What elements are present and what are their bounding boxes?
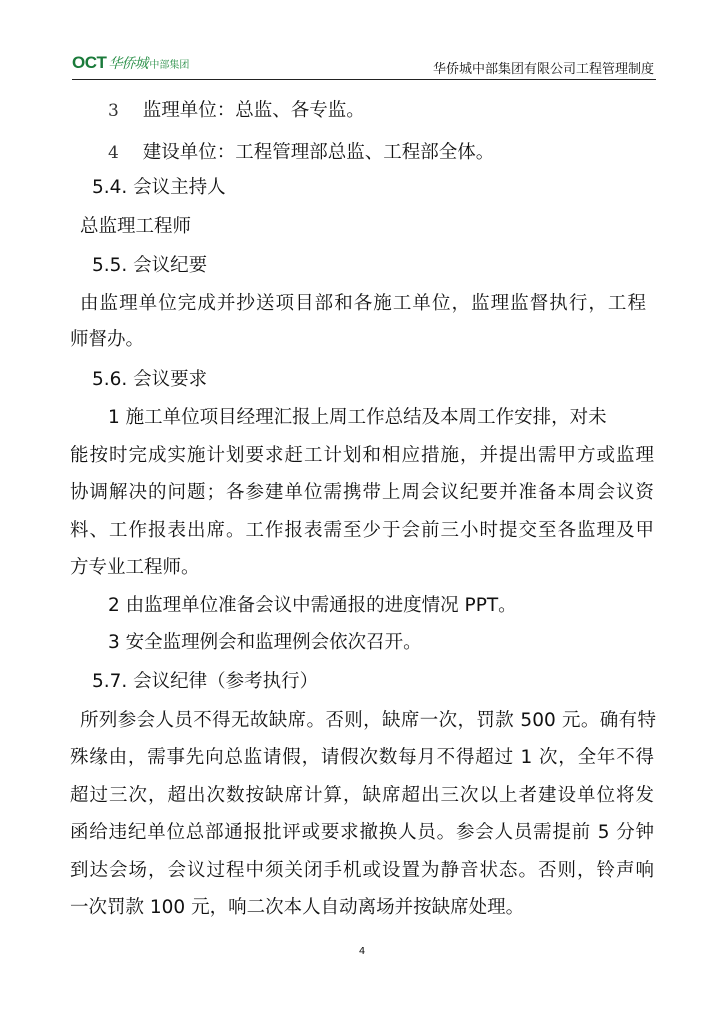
paragraph-item-2: 2 由监理单位准备会议中需通报的进度情况 PPT。 — [108, 595, 517, 616]
list-item-number: 4 — [108, 143, 119, 163]
page-number: 4 — [358, 946, 366, 957]
header-title: 华侨城中部集团有限公司工程管理制度 — [432, 62, 654, 77]
section-heading-5-4: 5.4. 会议主持人 — [92, 177, 226, 198]
header-divider — [72, 79, 656, 80]
paragraph-item-3: 3 安全监理例会和监理例会依次召开。 — [108, 632, 422, 653]
paragraph-line: 到达会场，会议过程中须关闭手机或设置为静音状态。否则，铃声响 — [70, 860, 654, 881]
company-logo — [72, 52, 189, 74]
list-item-3 — [108, 99, 365, 123]
paragraph-line: 由监理单位完成并抄送项目部和各施工单位，监理监督执行，工程 — [80, 293, 646, 314]
paragraph-line: 超过三次，超出次数按缺席计算，缺席超出三次以上者建设单位将发 — [70, 785, 654, 806]
section-heading-5-5: 5.5. 会议纪要 — [92, 255, 208, 276]
paragraph-line: 1 施工单位项目经理汇报上周工作总结及本周工作安排，对未 — [108, 407, 607, 428]
logo-sub-text: 中部集团 — [149, 59, 190, 71]
paragraph-line: 协调解决的问题；各参建单位需携带上周会议纪要并准备本周会议资 — [70, 482, 654, 503]
paragraph-line: 料、工作报表出席。工作报表需至少于会前三小时提交至各监理及甲 — [70, 520, 654, 541]
paragraph-line: 能按时完成实施计划要求赶工计划和相应措施，并提出需甲方或监理 — [70, 445, 654, 466]
paragraph-5-4: 总监理工程师 — [80, 216, 192, 237]
paragraph-line: 师督办。 — [70, 329, 145, 350]
paragraph-line: 方专业工程师。 — [70, 557, 200, 578]
list-item-4 — [108, 141, 494, 165]
section-heading-5-6: 5.6. 会议要求 — [92, 369, 208, 390]
section-heading-5-7: 5.7. 会议纪律（参考执行） — [92, 671, 319, 692]
list-item-text: 监理单位：总监、各专监。 — [142, 100, 365, 121]
list-item-text: 建设单位：工程管理部总监、工程部全体。 — [142, 142, 495, 163]
paragraph-line: 函给违纪单位总部通报批评或要求撤换人员。参会人员需提前 5 分钟 — [70, 822, 654, 843]
logo-oct-text: OCT — [72, 53, 107, 72]
paragraph-line: 所列参会人员不得无故缺席。否则，缺席一次，罚款 500 元。确有特 — [80, 710, 656, 731]
list-item-number: 3 — [108, 101, 119, 121]
logo-script-text: 华侨城 — [108, 56, 148, 72]
paragraph-line: 一次罚款 100 元，响二次本人自动离场并按缺席处理。 — [70, 897, 525, 918]
paragraph-line: 殊缘由，需事先向总监请假，请假次数每月不得超过 1 次，全年不得 — [70, 747, 654, 768]
